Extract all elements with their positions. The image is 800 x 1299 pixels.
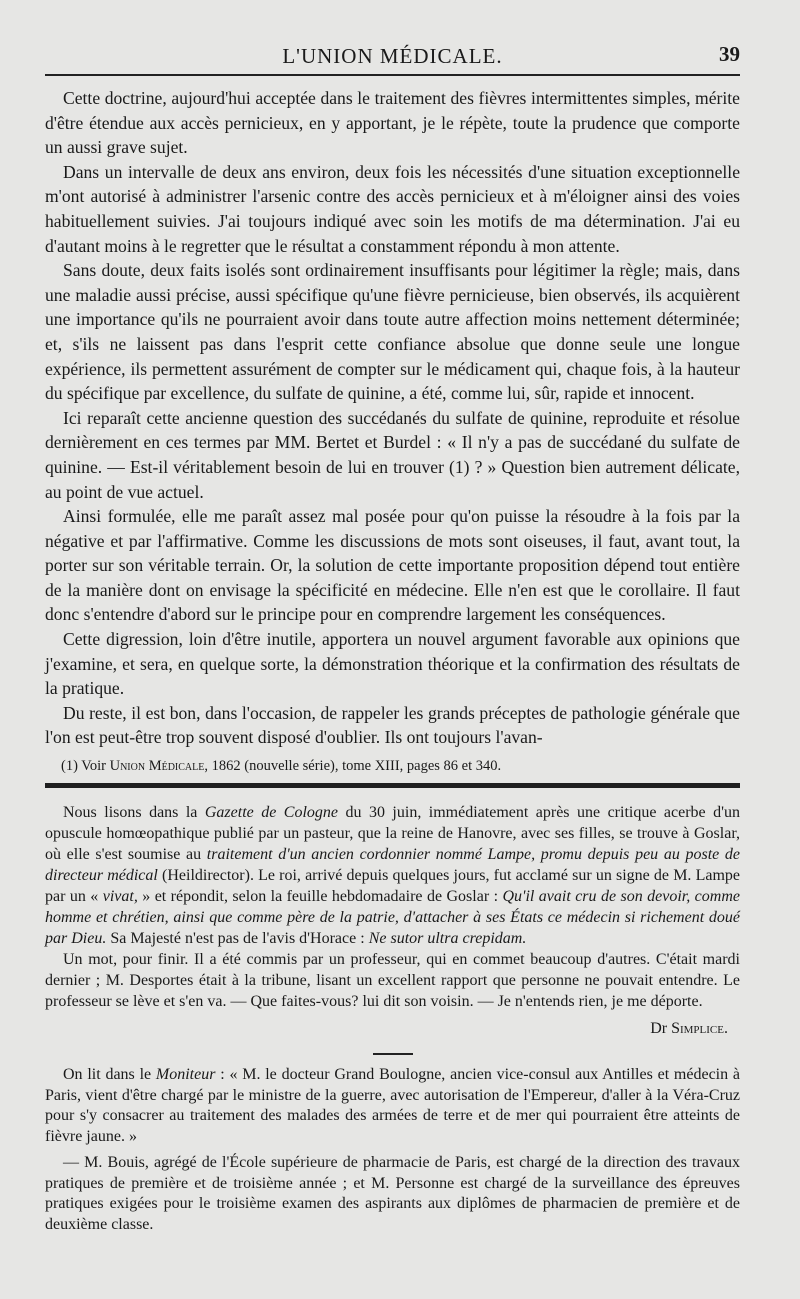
text-run: (Heildirector). Le roi, arrivé depuis quelques jours, fut acclamé sur un signe de M. Lampe par un « bbox=[45, 867, 740, 906]
signature bbox=[45, 1018, 740, 1039]
main-article bbox=[45, 86, 740, 750]
paragraph bbox=[45, 1065, 740, 1147]
feuilleton-rule bbox=[45, 783, 740, 788]
paragraph: — M. Bouis, agrégé de l'École supérieure de pharmacie de Paris, est chargé de la direction des travaux pratiques de première et de troisième année ; et M. Personne est chargé de la surveillance des épreuves pratiques exigées pour le troisième examen des aspirants aux diplômes de pharmacien de première et de deuxième classe. bbox=[45, 1154, 740, 1233]
running-head bbox=[45, 0, 740, 74]
paragraph: Ici reparaît cette ancienne question des succédanés du sulfate de quinine, reproduite et résolue dernièrement en ces termes par MM. Bertet et Burdel : « Il n'y a pas de succédané du sulfate de quinine. — Est-il véritablement besoin de lui en trouver (1) ? » Question bien autrement délicate, au point de vue actuel. bbox=[45, 407, 740, 502]
text-run: Sa Majesté n'est pas de l'avis d'Horace : bbox=[106, 930, 369, 948]
text-run: Nous lisons dans la bbox=[63, 804, 205, 822]
page-title: L'UNION MÉDICALE. bbox=[282, 44, 503, 68]
text-run: du 30 juin, immédiatement après une critique acerbe d'un opuscule homœopathique publié par un pasteur, que la reine de Hanovre, avec ses filles, se trouve à Goslar, où elle s'est soumise au bbox=[45, 804, 740, 864]
news-section bbox=[45, 1065, 740, 1235]
paragraph: Sans doute, deux faits isolés sont ordinairement insuffisants pour légitimer la règle; mais, dans une maladie aussi précise, aussi spécifique qu'une fièvre pernicieuse, bien observés, ils acquièrent une importance qu'ils ne pourraient avoir dans toute autre affection moins nettement déterminée; et, s'ils ne laissent pas dans l'esprit cette confiance absolue que donne seule une longue expérience, ils permettent assurément de compter sur le médicament qui, chaque fois, à la hauteur du spécifique par excellence, du sulfate de quinine, a été, comme lui, sûr, rapide et innocent. bbox=[45, 260, 740, 404]
paragraph: Ainsi formulée, elle me paraît assez mal posée pour qu'on puisse la résoudre à la fois par la négative et par l'affirmative. Comme les discussions de mots sont oiseuses, il faut, avant tout, la porter sur son véritable terrain. Or, la solution de cette importante proposition dépend tout entière de la manière dont on envisage la spécificité en médecine. Elle n'en est que le corollaire. Il faut donc s'entendre d'abord sur le principe pour en comprendre largement les conséquences. bbox=[45, 506, 740, 625]
newspaper-title: Moniteur bbox=[155, 1066, 216, 1084]
text-run: On lit dans le bbox=[63, 1066, 156, 1084]
footnote-marker: (1) Voir bbox=[61, 758, 106, 775]
latin-quote: Ne sutor ultra crepidam. bbox=[368, 930, 527, 948]
section-separator bbox=[373, 1053, 413, 1055]
footnote-text: , 1862 (nouvelle série), tome XIII, pages 86 et 340. bbox=[204, 758, 502, 775]
italic-run: vivat, bbox=[102, 888, 138, 906]
text-run: : « M. le docteur Grand Boulogne, ancien vice-consul aux Antilles et médecin à Paris, vient d'être chargé par le ministre de la guerre, avec autorisation de l'Empereur, d'aller à la Véra-Cruz pour s'y consacrer au traitement des malades des armées de terre et de mer qui pourraient être atteints de fièvre jaune. » bbox=[45, 1066, 740, 1145]
text-run: » et répondit, selon la feuille hebdomadaire de Goslar : bbox=[137, 888, 503, 906]
quotation: Qu'il avait cru de son devoir, comme homme et chrétien, ainsi que comme père de la patrie, d'attacher à ses États ce médecin si richement doué par Dieu. bbox=[45, 888, 740, 948]
page-number: 39 bbox=[719, 42, 740, 66]
feuilleton-section bbox=[45, 802, 740, 1039]
signature-title: Dr bbox=[650, 1020, 668, 1038]
signature-name: Simplice. bbox=[671, 1020, 728, 1038]
paragraph: Cette doctrine, aujourd'hui acceptée dans le traitement des fièvres intermittentes simples, mérite d'être étendue aux accès pernicieux, en y apportant, je le répète, toute la prudence que comporte un aussi grave sujet. bbox=[45, 88, 740, 158]
paragraph: Dans un intervalle de deux ans environ, deux fois les nécessités d'une situation exceptionnelle m'ont autorisé à administrer l'arsenic contre des accès pernicieux et à m'éloigner ainsi des voies habituellement suivies. J'ai toujours indiqué avec soin les motifs de ma détermination. J'ai eu d'autant moins à le regretter que le résultat a constamment répondu à mon attente. bbox=[45, 161, 740, 256]
paragraph: Du reste, il est bon, dans l'occasion, de rappeler les grands préceptes de pathologie générale que l'on est peut-être trop souvent disposé d'oublier. Ils ont toujours l'avan- bbox=[45, 702, 740, 748]
italic-run: traitement d'un ancien cordonnier nommé Lampe, promu depuis peu au poste de directeur médical bbox=[45, 846, 740, 885]
paragraph bbox=[45, 802, 740, 949]
footnote bbox=[45, 758, 740, 775]
newspaper-title: Gazette de Cologne bbox=[204, 804, 339, 822]
header-rule bbox=[45, 74, 740, 76]
footnote-source: Union Médicale bbox=[109, 758, 205, 775]
paragraph: Cette digression, loin d'être inutile, apportera un nouvel argument favorable aux opinions que j'examine, et sera, en quelque sorte, la démonstration théorique et la confirmation des résultats de la pratique. bbox=[45, 629, 740, 699]
paragraph: Un mot, pour finir. Il a été commis par un professeur, qui en commet beaucoup d'autres. C'était mardi dernier ; M. Desportes était à la tribune, lisant un excellent rapport que personne ne pouvait entendre. Le professeur se lève et s'en va. — Que faites-vous? lui dit son voisin. — Je n'entends rien, je me déporte. bbox=[45, 951, 740, 1011]
